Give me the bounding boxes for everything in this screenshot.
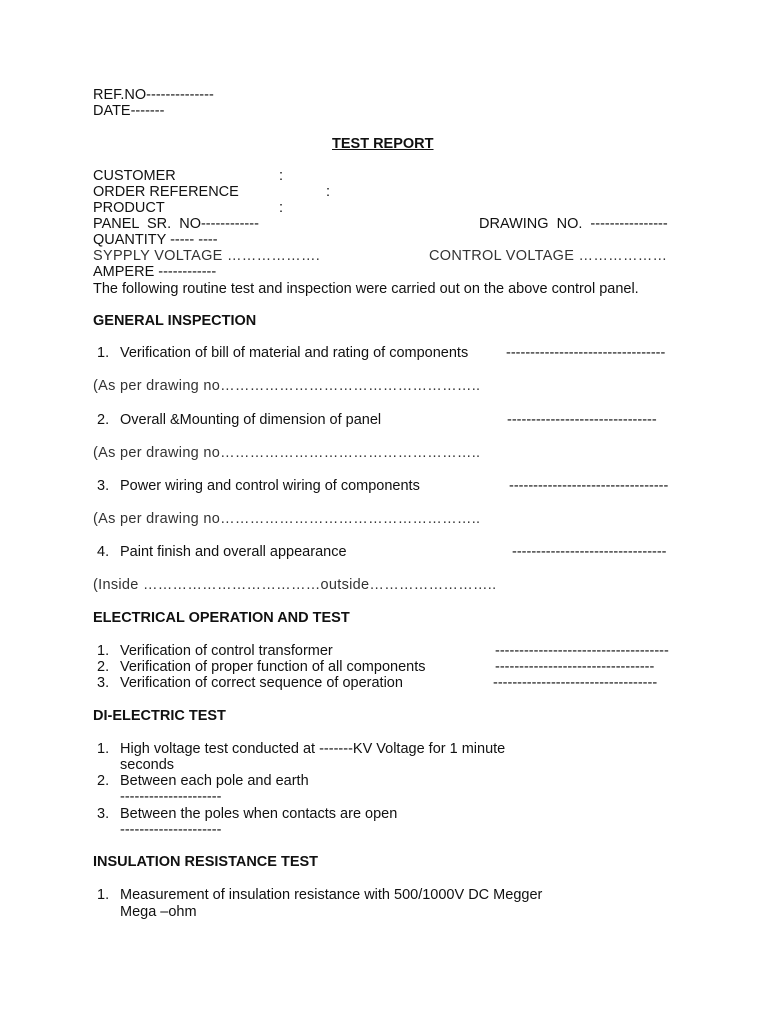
list-item: Power wiring and control wiring of components: [120, 478, 420, 494]
ref-no: REF.NO--------------: [93, 87, 214, 103]
list-item: Paint finish and overall appearance: [120, 544, 347, 560]
general-inspection-heading: GENERAL INSPECTION: [93, 313, 257, 329]
list-item: Verification of proper function of all components: [120, 659, 426, 675]
customer-colon: :: [279, 168, 284, 184]
list-item: Between each pole and earth: [120, 773, 309, 789]
date: DATE-------: [93, 103, 165, 119]
drawing-note: (As per drawing no……………………………………………..: [93, 445, 481, 461]
blank-line: -------------------------------: [507, 412, 657, 428]
list-item-number: 1.: [97, 643, 110, 659]
blank-line: ---------------------------------: [509, 478, 669, 494]
drawing-no: DRAWING NO. ----------------: [479, 216, 668, 232]
drawing-note: (As per drawing no……………………………………………..: [93, 378, 481, 394]
electrical-heading: ELECTRICAL OPERATION AND TEST: [93, 610, 350, 626]
quantity: QUANTITY ----- ----: [93, 232, 218, 248]
list-item: Verification of bill of material and rating of components: [120, 345, 469, 361]
list-item-continuation: Mega –ohm: [120, 904, 197, 920]
list-item: Between the poles when contacts are open: [120, 806, 398, 822]
list-item-number: 2.: [97, 773, 110, 789]
inside-outside-note: (Inside ………………………………outside……………………..: [93, 577, 497, 593]
order-reference-label: ORDER REFERENCE: [93, 184, 239, 200]
list-item-number: 1.: [97, 887, 110, 903]
list-item-number: 1.: [97, 741, 110, 757]
insulation-heading: INSULATION RESISTANCE TEST: [93, 854, 319, 870]
list-item: Overall &Mounting of dimension of panel: [120, 412, 382, 428]
product-label: PRODUCT: [93, 200, 165, 216]
product-colon: :: [279, 200, 284, 216]
blank-line: ------------------------------------: [495, 643, 669, 659]
blank-line: ---------------------------------: [495, 659, 655, 675]
list-item-number: 3.: [97, 675, 110, 691]
list-item: Verification of control transformer: [120, 643, 333, 659]
order-reference-colon: :: [326, 184, 331, 200]
list-item-number: 3.: [97, 478, 110, 494]
control-voltage: CONTROL VOLTAGE ………………: [429, 248, 668, 264]
list-item: Measurement of insulation resistance with 500/1000V DC Megger: [120, 887, 543, 903]
list-item-number: 3.: [97, 806, 110, 822]
list-item-continuation: seconds: [120, 757, 175, 773]
list-item-number: 2.: [97, 659, 110, 675]
blank-line: --------------------------------: [512, 544, 667, 560]
blank-line: ---------------------------------: [506, 345, 666, 361]
customer-label: CUSTOMER: [93, 168, 176, 184]
report-title: TEST REPORT: [332, 136, 434, 152]
supply-voltage: SYPPLY VOLTAGE ……………….: [93, 248, 325, 264]
list-item: High voltage test conducted at -------KV Voltage for 1 minute: [120, 741, 506, 757]
blank-line: ---------------------: [120, 822, 222, 838]
list-item-number: 1.: [97, 345, 110, 361]
dielectric-heading: DI-ELECTRIC TEST: [93, 708, 226, 724]
panel-sr-no: PANEL SR. NO------------: [93, 216, 259, 232]
intro-text: The following routine test and inspection were carried out on the above control panel.: [93, 281, 639, 297]
ampere: AMPERE ------------: [93, 264, 217, 280]
list-item: Verification of correct sequence of operation: [120, 675, 403, 691]
blank-line: ----------------------------------: [493, 675, 658, 691]
list-item-number: 2.: [97, 412, 110, 428]
drawing-note: (As per drawing no……………………………………………..: [93, 511, 481, 527]
blank-line: ---------------------: [120, 789, 222, 805]
list-item-number: 4.: [97, 544, 110, 560]
